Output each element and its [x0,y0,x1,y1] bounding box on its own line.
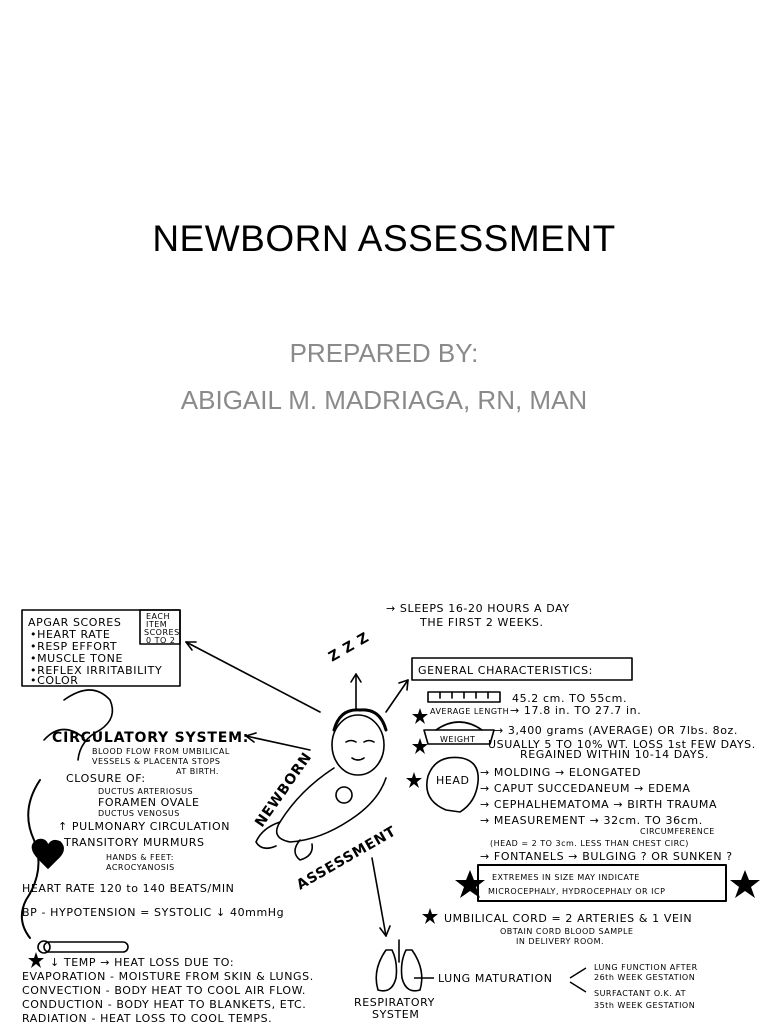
surfactant-1: SURFACTANT O.K. AT [594,989,687,998]
star-icon [455,870,485,898]
head-label: HEAD [436,774,470,787]
star-icon [412,708,428,724]
temp-convection: CONVECTION - BODY HEAT TO COOL AIR FLOW. [22,984,306,997]
apgar-note-1: EACH [146,612,170,621]
head-cephalhematoma: → CEPHALHEMATOMA → BIRTH TRAUMA [480,798,718,811]
apgar-note-3: SCORES [144,628,180,637]
extremes-line-1: EXTREMES IN SIZE MAY INDICATE [492,873,640,882]
head-circumference: CIRCUMFERENCE [640,827,715,836]
head-measurement: → MEASUREMENT → 32cm. TO 36cm. [480,814,703,827]
circulatory-desc-2: VESSELS & PLACENTA STOPS [92,757,221,766]
acrocyanosis: ACROCYANOSIS [106,863,175,872]
closure-item: FORAMEN OVALE [98,796,200,809]
hands-feet: HANDS & FEET: [106,853,174,862]
apgar-note-4: 0 TO 2 [146,636,176,645]
star-icon [412,738,428,754]
umbilical-note-1: OBTAIN CORD BLOOD SAMPLE [500,927,634,936]
head-molding: → MOLDING → ELONGATED [480,766,642,779]
apgar-item: •HEART RATE [30,628,111,641]
head-caput: → CAPUT SUCCEDANEUM → EDEMA [480,782,691,795]
weight-average: → 3,400 grams (AVERAGE) OR 7lbs. 8oz. [494,724,739,737]
weight-label: WEIGHT [440,735,476,744]
length-range-cm: 45.2 cm. TO 55cm. [512,692,628,705]
lung-function-2: 26th WEEK GESTATION [594,973,696,982]
circulatory-title: CIRCULATORY SYSTEM: [52,730,250,746]
closure-item: DUCTUS VENOSUS [98,809,180,818]
length-range-in: → 17.8 in. TO 27.7 in. [510,704,642,717]
general-title: GENERAL CHARACTERISTICS: [418,664,593,677]
length-label: AVERAGE LENGTH [430,707,510,716]
apgar-item: •REFLEX IRRITABILITY [30,664,163,677]
temp-evaporation: EVAPORATION - MOISTURE FROM SKIN & LUNGS. [22,970,314,983]
closure-label: CLOSURE OF: [66,772,146,785]
heart-icon [32,840,63,868]
sleep-line-1: → SLEEPS 16-20 HOURS A DAY [386,602,570,615]
umbilical-note-2: IN DELIVERY ROOM. [516,937,605,946]
temp-title: ↓ TEMP → HEAT LOSS DUE TO: [50,956,235,969]
star-icon [422,908,438,924]
temp-conduction: CONDUCTION - BODY HEAT TO BLANKETS, ETC. [22,998,307,1011]
circulatory-desc-1: BLOOD FLOW FROM UMBILICAL [92,747,230,756]
apgar-note-2: ITEM [146,620,168,629]
lung-maturation: LUNG MATURATION [438,972,553,985]
prepared-by-label: PREPARED BY: [289,338,479,368]
newborn-assessment-illustration [0,590,768,1024]
center-label-newborn: NEWBORN [252,749,316,831]
lung-function-1: LUNG FUNCTION AFTER [594,963,698,972]
apgar-item: •COLOR [30,674,79,687]
apgar-item: •RESP EFFORT [30,640,118,653]
author-name: ABIGAIL M. MADRIAGA, RN, MAN [180,385,588,415]
respiratory-system-label: SYSTEM [372,1008,420,1021]
lungs-icon [376,940,422,991]
weight-regained: REGAINED WITHIN 10-14 DAYS. [520,748,709,761]
umbilical-cord: UMBILICAL CORD = 2 ARTERIES & 1 VEIN [444,912,693,925]
zzz-label: Z Z Z [326,629,373,666]
surfactant-2: 35th WEEK GESTATION [594,1001,696,1010]
thermometer-icon [44,942,128,952]
sleep-line-2: THE FIRST 2 WEEKS. [420,616,544,629]
apgar-title: APGAR SCORES [28,616,122,629]
closure-item: DUCTUS ARTERIOSUS [98,787,194,796]
blood-pressure: BP - HYPOTENSION = SYSTOLIC ↓ 40mmHg [22,906,285,919]
head-chest-note: (HEAD = 2 TO 3cm. LESS THAN CHEST CIRC) [490,839,689,848]
weight-loss: USUALLY 5 TO 10% WT. LOSS 1st FEW DAYS. [488,738,756,751]
pulmonary-circulation: ↑ PULMONARY CIRCULATION [58,820,231,833]
heart-rate: HEART RATE 120 to 140 BEATS/MIN [22,882,235,895]
extremes-line-2: MICROCEPHALY, HYDROCEPHALY OR ICP [488,887,666,896]
star-icon [28,952,44,968]
star-icon [730,870,760,898]
center-label-assessment: ASSESSMENT [294,823,400,894]
temp-radiation: RADIATION - HEAT LOSS TO COOL TEMPS. [22,1012,273,1024]
star-icon [406,772,422,788]
circulatory-desc-3: AT BIRTH. [176,767,219,776]
transitory-murmurs: TRANSITORY MURMURS [64,836,205,849]
slide-title: NEWBORN ASSESSMENT [152,218,616,259]
respiratory-label: RESPIRATORY [354,996,435,1009]
apgar-item: •MUSCLE TONE [30,652,124,665]
head-fontanels: → FONTANELS → BULGING ? OR SUNKEN ? [480,850,733,863]
